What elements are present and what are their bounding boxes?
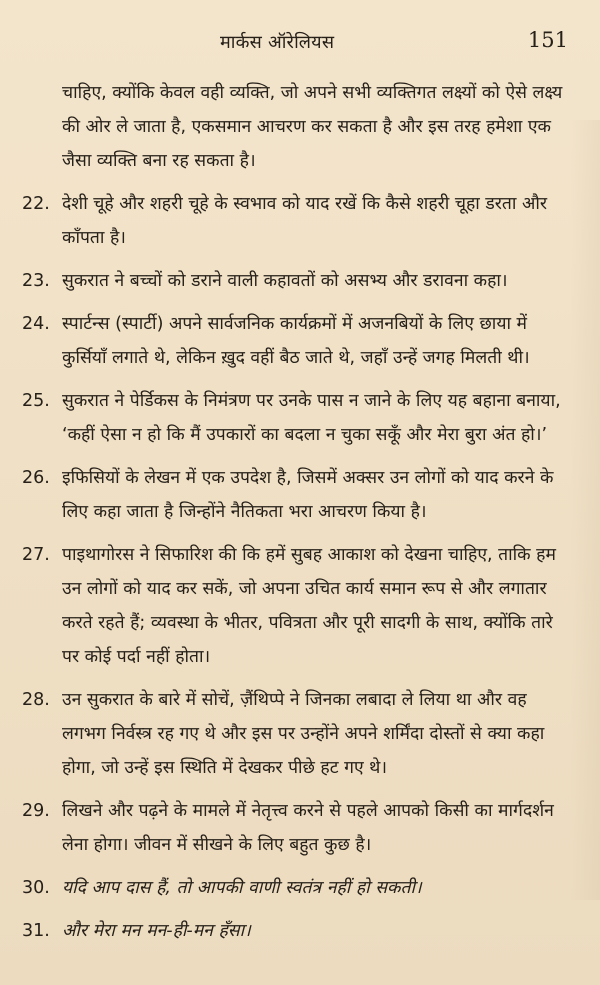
item-text: सुकरात ने पेर्डिकस के निमंत्रण पर उनके पास न जाने के लिए यह बहाना बनाया, ‘कहीं ऐसा न हो कि मैं उपकारों का बदला न चुका सकूँ और मेरा बुरा अंत हो।’ [62,391,561,445]
item-text: लिखने और पढ़ने के मामले में नेतृत्त्व करने से पहले आपको किसी का मार्गदर्शन लेना होगा। जीवन में सीखने के लिए बहुत कुछ है। [62,801,554,855]
page-body [22,76,574,957]
item-text: देशी चूहे और शहरी चूहे के स्वभाव को याद रखें कि कैसे शहरी चूहा डरता और काँपता है। [62,194,548,248]
item-text: और मेरा मन मन-ही-मन हँसा। [62,921,251,941]
numbered-item-31 [22,914,574,948]
numbered-item-22 [22,187,574,255]
item-number: 24. [22,314,50,334]
item-number: 30. [22,878,50,898]
numbered-item-30 [22,871,574,905]
continuation-paragraph [22,76,574,178]
page-edge-shadow [570,120,600,900]
numbered-item-23 [22,264,574,298]
numbered-item-26 [22,461,574,529]
item-number: 27. [22,545,50,565]
numbered-item-25 [22,384,574,452]
item-number: 29. [22,801,50,821]
item-number: 31. [22,921,50,941]
numbered-item-24 [22,307,574,375]
item-text: पाइथागोरस ने सिफारिश की कि हमें सुबह आकाश को देखना चाहिए, ताकि हम उन लोगों को याद कर सकें, जो अपना उचित कार्य समान रूप से और लगातार करते रहते हैं; व्यवस्था के भीतर, पवित्रता और पूरी सादगी के साथ, क्योंकि तारे पर कोई पर्दा नहीं होता। [62,545,556,667]
paragraph-text: चाहिए, क्योंकि केवल वही व्यक्ति, जो अपने सभी व्यक्तिगत लक्ष्यों को ऐसे लक्ष्य की ओर ले जाता है, एकसमान आचरण कर सकता है और इस तरह हमेशा एक जैसा व्यक्ति बना रह सकता है। [62,83,563,171]
numbered-item-27 [22,538,574,674]
numbered-item-29 [22,794,574,862]
numbered-item-28 [22,683,574,785]
item-text: स्पार्टन्स (स्पार्टी) अपने सार्वजनिक कार्यक्रमों में अजनबियों के लिए छाया में कुर्सियाँ लगाते थे, लेकिन ख़ुद वहीं बैठ जाते थे, जहाँ उन्हें जगह मिलती थी। [62,314,530,368]
item-text: सुकरात ने बच्चों को डराने वाली कहावतों को असभ्य और डरावना कहा। [62,271,508,291]
item-number: 22. [22,194,50,214]
item-number: 23. [22,271,50,291]
item-text: यदि आप दास हैं, तो आपकी वाणी स्वतंत्र नहीं हो सकती। [62,878,422,898]
item-number: 25. [22,391,50,411]
page-header [0,30,600,60]
running-title: मार्कस ऑरेलियस [220,32,335,53]
item-number: 26. [22,468,50,488]
page-number: 151 [527,28,568,52]
item-text: उन सुकरात के बारे में सोचें, ज़ैंथिप्पे ने जिनका लबादा ले लिया था और वह लगभग निर्वस्त्र रह गए थे और इस पर उन्होंने अपने शर्मिंदा दोस्तों से क्या कहा होगा, जो उन्हें इस स्थिति में देखकर पीछे हट गए थे। [62,690,545,778]
item-text: इफिसियों के लेखन में एक उपदेश है, जिसमें अक्सर उन लोगों को याद करने के लिए कहा जाता है जिन्होंने नैतिकता भरा आचरण किया है। [62,468,554,522]
item-number: 28. [22,690,50,710]
